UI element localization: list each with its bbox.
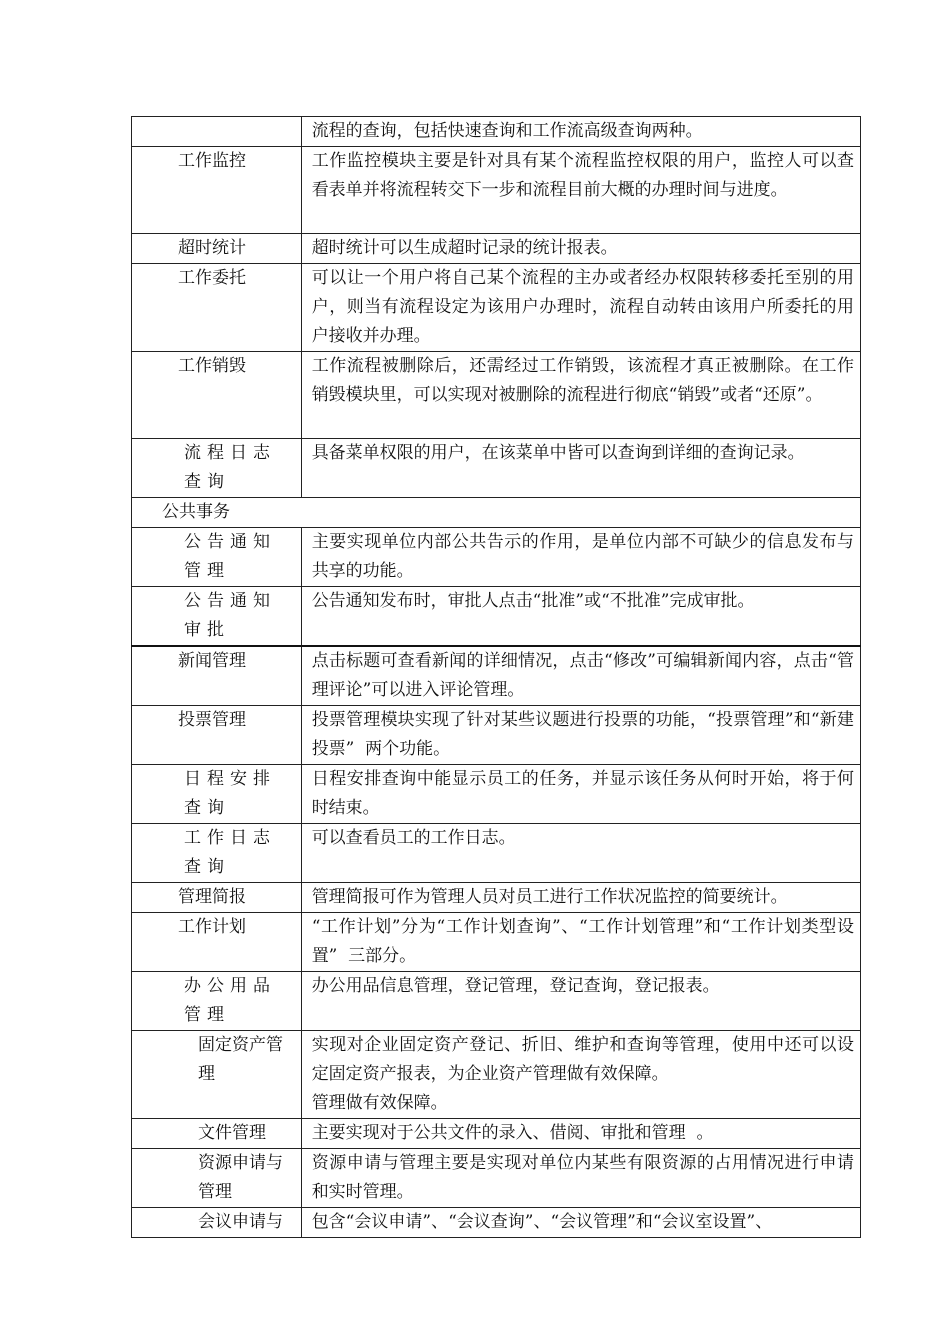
- module-name-cell: [132, 1149, 302, 1208]
- module-desc: 工作流程被删除后，还需经过工作销毁，该流程才真正被删除。在工作销毁模块里，可以实现对被删除的流程进行彻底“销毁”或者“还原”。: [301, 352, 860, 439]
- table-row: [132, 352, 861, 439]
- module-desc: 点击标题可查看新闻的详细情况，点击“修改”可编辑新闻内容，点击“管理评论”可以进入评论管理。: [301, 646, 860, 706]
- section-header: [132, 498, 861, 528]
- module-name: 文件管理: [198, 1123, 266, 1143]
- table-row: [132, 587, 861, 647]
- module-name: 管理简报: [178, 887, 246, 907]
- module-desc: 主要实现对于公共文件的录入、借阅、审批和管理 。: [301, 1119, 860, 1149]
- module-name: 工作日志查询: [184, 828, 276, 877]
- module-name: 办公用品管理: [184, 976, 276, 1025]
- module-name-cell: [132, 824, 302, 883]
- module-desc: 可以查看员工的工作日志。: [301, 824, 860, 883]
- module-name: 工作计划: [178, 917, 246, 937]
- module-name: 会议申请与: [198, 1212, 283, 1232]
- module-name-cell: [132, 883, 302, 913]
- table-row: [132, 264, 861, 352]
- module-name-cell: [132, 1208, 302, 1238]
- module-name-cell: [132, 587, 302, 647]
- module-name-cell: [132, 765, 302, 824]
- module-desc: 公告通知发布时，审批人点击“批准”或“不批准”完成审批。: [301, 587, 860, 647]
- module-name: 日程安排查询: [184, 769, 276, 818]
- module-desc: 主要实现单位内部公共告示的作用，是单位内部不可缺少的信息发布与共享的功能。: [301, 528, 860, 587]
- section-row: [132, 498, 861, 528]
- section-title: 公共事务: [162, 502, 230, 522]
- module-desc: 管理简报可作为管理人员对员工进行工作状况监控的简要统计。: [301, 883, 860, 913]
- table-row: [132, 439, 861, 498]
- module-name: 新闻管理: [178, 651, 246, 671]
- table-row: [132, 972, 861, 1031]
- module-name: 超时统计: [178, 238, 246, 258]
- module-name-cell: [132, 913, 302, 972]
- table-row: [132, 1149, 861, 1208]
- module-desc: 流程的查询，包括快速查询和工作流高级查询两种。: [301, 117, 860, 147]
- table-row: [132, 234, 861, 264]
- module-desc: 投票管理模块实现了针对某些议题进行投票的功能，“投票管理”和“新建投票” 两个功能。: [301, 706, 860, 765]
- module-name-cell: [132, 1119, 302, 1149]
- table-row: [132, 706, 861, 765]
- module-name-cell: [132, 706, 302, 765]
- table-row: [132, 1031, 861, 1119]
- module-desc: 包含“会议申请”、“会议查询”、“会议管理”和“会议室设置”、: [301, 1208, 860, 1238]
- module-name-cell: [132, 234, 302, 264]
- module-name-cell: [132, 972, 302, 1031]
- function-table: [131, 116, 861, 1238]
- table-row: [132, 147, 861, 234]
- module-name-cell: [132, 439, 302, 498]
- module-desc: 日程安排查询中能显示员工的任务，并显示该任务从何时开始，将于何时结束。: [301, 765, 860, 824]
- table-row: [132, 765, 861, 824]
- module-name-cell: [132, 352, 302, 439]
- module-name: 公告通知审批: [184, 591, 276, 640]
- module-name-cell: [132, 646, 302, 706]
- module-desc: 实现对企业固定资产登记、折旧、维护和查询等管理，使用中还可以设定固定资产报表，为企业资产管理做有效保障。 管理做有效保障。: [301, 1031, 860, 1119]
- module-desc: 具备菜单权限的用户，在该菜单中皆可以查询到详细的查询记录。: [301, 439, 860, 498]
- module-name-cell: [132, 147, 302, 234]
- table-row: [132, 1208, 861, 1238]
- module-desc: “工作计划”分为“工作计划查询”、“工作计划管理”和“工作计划类型设置” 三部分。: [301, 913, 860, 972]
- module-desc: 可以让一个用户将自己某个流程的主办或者经办权限转移委托至别的用户，则当有流程设定为该用户办理时，流程自动转由该用户所委托的用户接收并办理。: [301, 264, 860, 352]
- table-row: [132, 883, 861, 913]
- module-name: 投票管理: [178, 710, 246, 730]
- module-name: 工作销毁: [178, 356, 246, 376]
- module-name-cell: [132, 264, 302, 352]
- table-row: [132, 646, 861, 706]
- module-name: 工作委托: [178, 268, 246, 288]
- table-row: [132, 913, 861, 972]
- table-row: [132, 528, 861, 587]
- module-desc: 资源申请与管理主要是实现对单位内某些有限资源的占用情况进行申请和实时管理。: [301, 1149, 860, 1208]
- module-name: 固定资产管理: [198, 1035, 283, 1084]
- module-name: 工作监控: [178, 151, 246, 171]
- table-row: [132, 117, 861, 147]
- module-desc: 超时统计可以生成超时记录的统计报表。: [301, 234, 860, 264]
- table-row: [132, 824, 861, 883]
- table-row: [132, 1119, 861, 1149]
- module-name: 流程日志查询: [184, 443, 276, 492]
- module-name: 资源申请与管理: [198, 1153, 283, 1202]
- module-name-cell: [132, 1031, 302, 1119]
- module-name: 公告通知管理: [184, 532, 276, 581]
- module-desc: 办公用品信息管理，登记管理，登记查询，登记报表。: [301, 972, 860, 1031]
- module-name-cell: [132, 117, 302, 147]
- module-name-cell: [132, 528, 302, 587]
- module-desc: 工作监控模块主要是针对具有某个流程监控权限的用户，监控人可以查看表单并将流程转交下一步和流程目前大概的办理时间与进度。: [301, 147, 860, 234]
